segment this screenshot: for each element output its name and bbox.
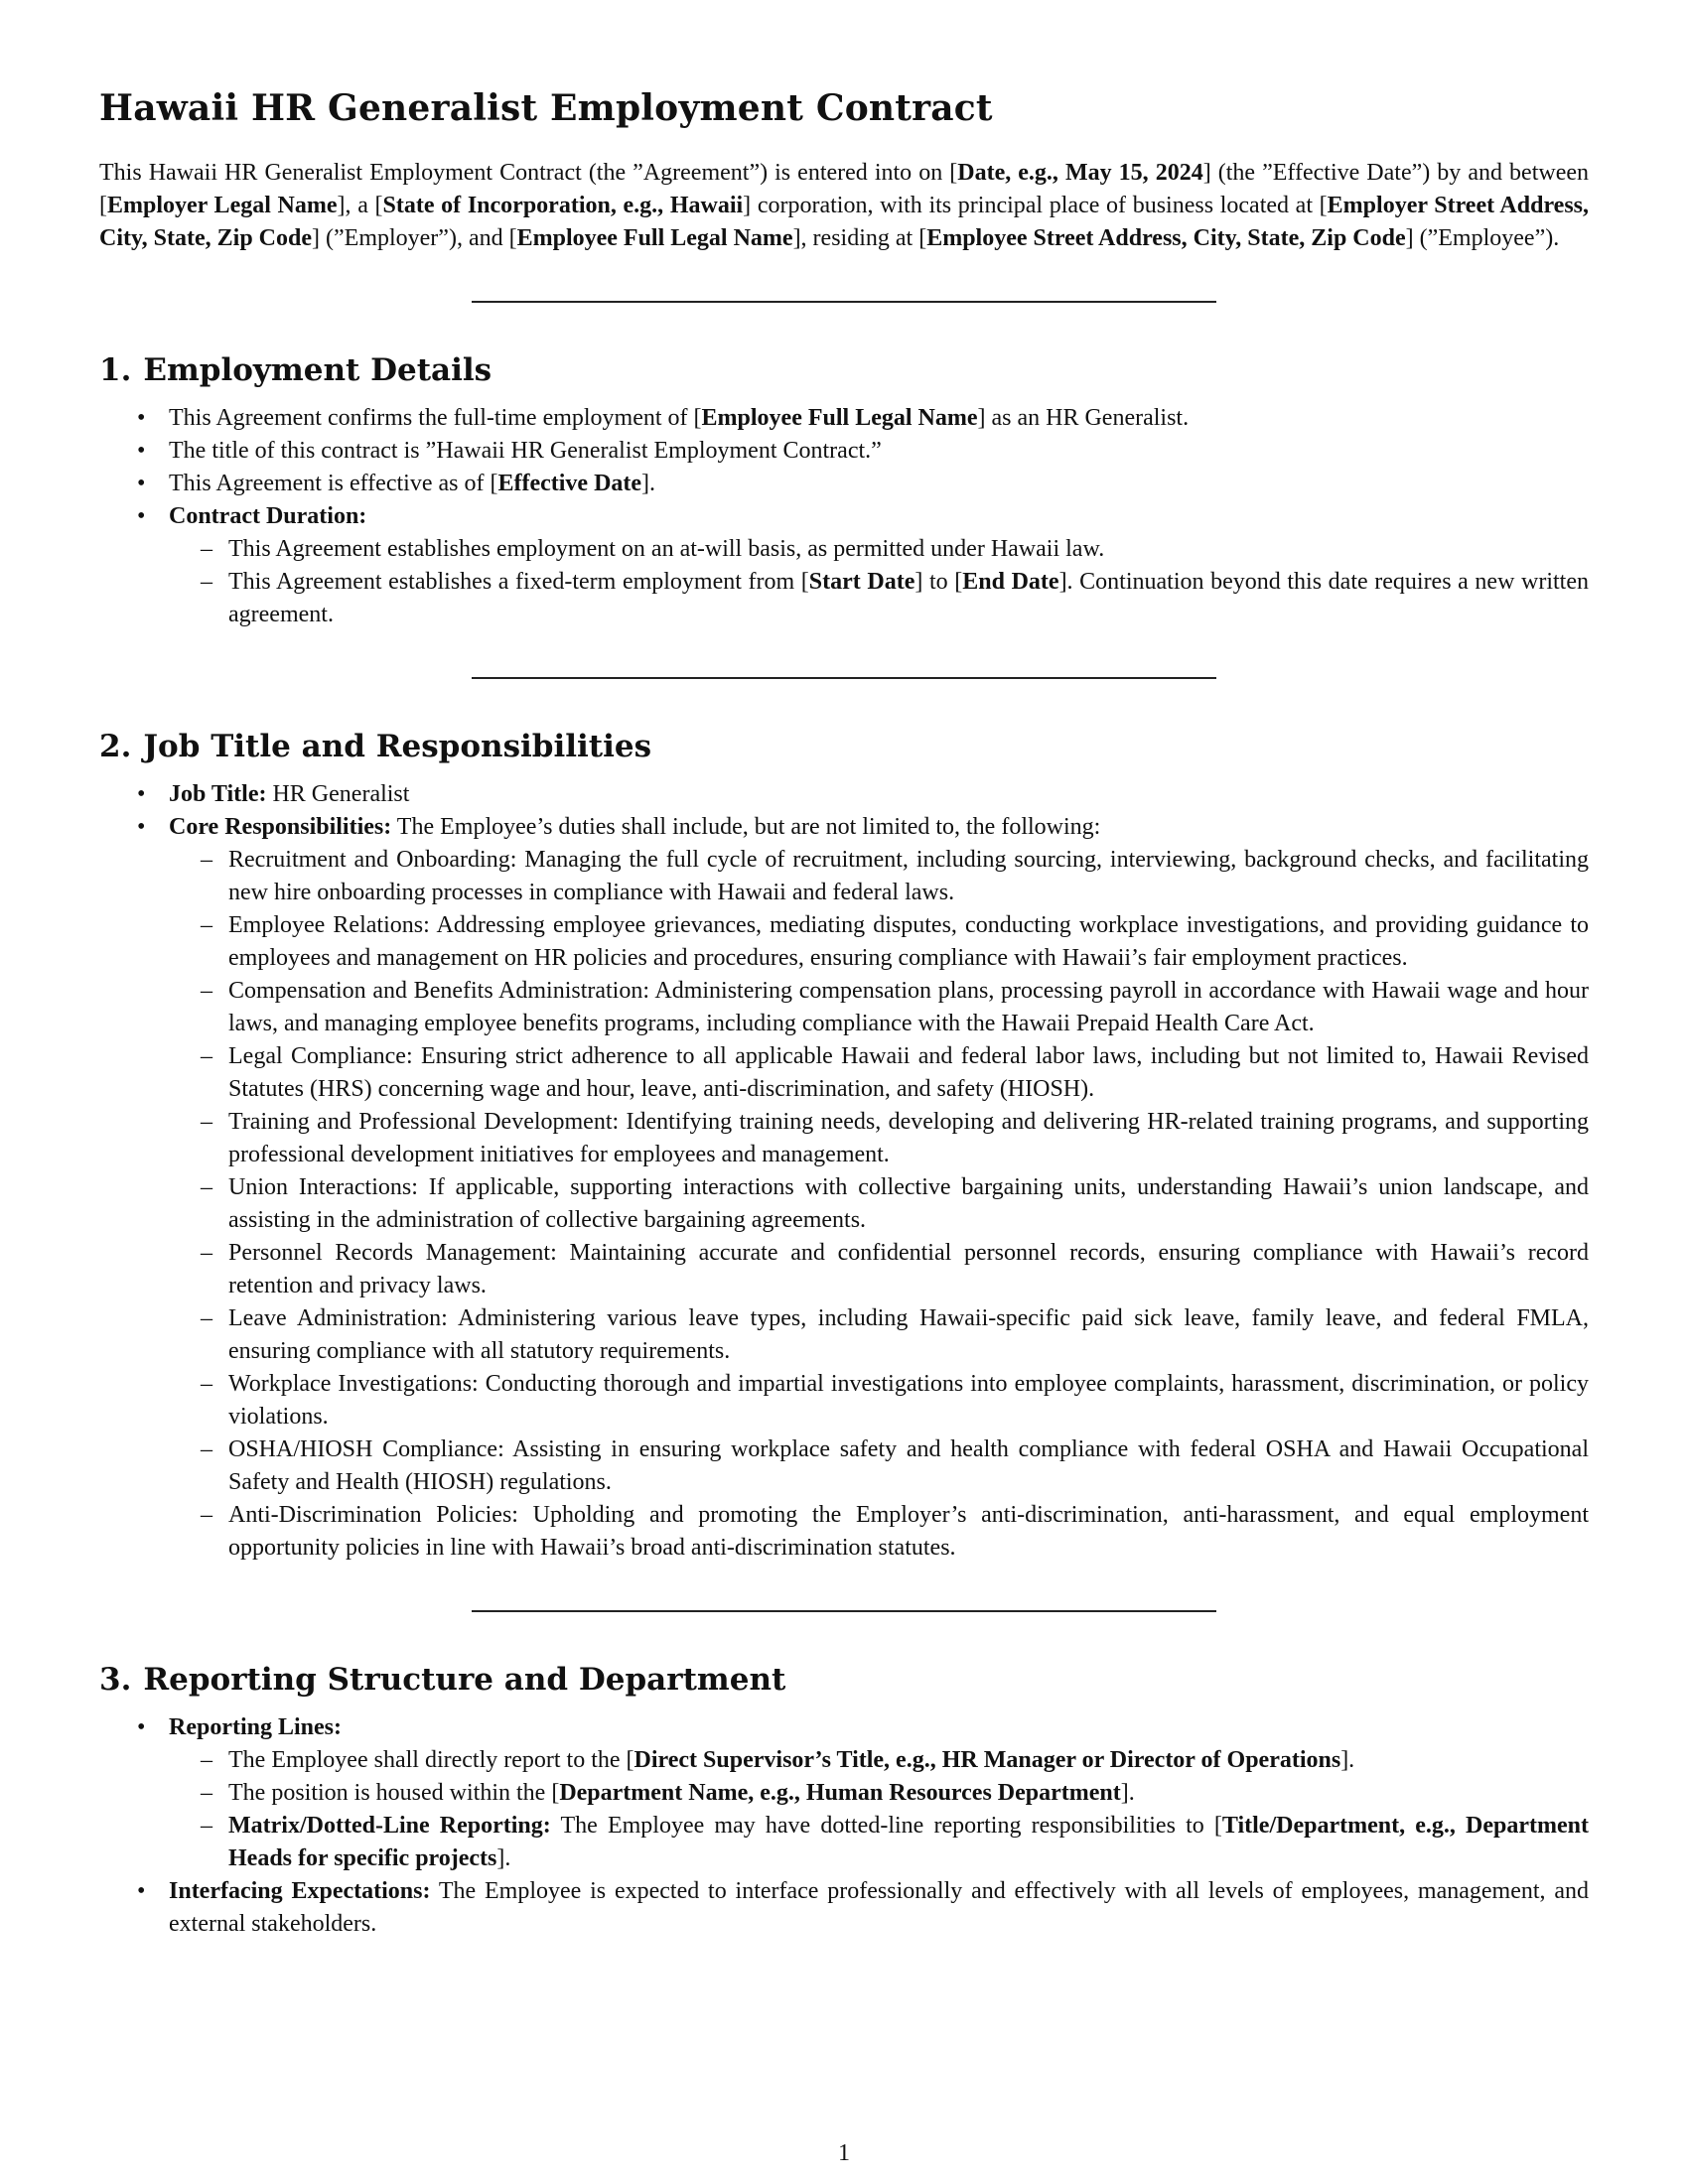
list-item bbox=[99, 778, 1589, 811]
section-heading-reporting-structure bbox=[99, 1662, 1589, 1698]
list-item bbox=[99, 1875, 1589, 1941]
section-heading-job-title bbox=[99, 729, 1589, 764]
text: ]. bbox=[1120, 1780, 1135, 1806]
section-number: 1. bbox=[99, 352, 132, 388]
core-responsibilities-label: Core Responsibilities: bbox=[169, 814, 392, 840]
list-item bbox=[169, 1777, 1589, 1810]
employer-address-placeholder: Employer Street Address, City, State, Zip Code bbox=[99, 193, 1590, 251]
employee-name-placeholder: Employee Full Legal Name bbox=[701, 405, 978, 431]
section-number: 2. bbox=[99, 729, 132, 764]
text: ]. Continuation beyond this date requires a new written agreement. bbox=[228, 569, 1590, 627]
document-page bbox=[99, 87, 1589, 1941]
date-placeholder: Date, e.g., May 15, 2024 bbox=[957, 160, 1203, 186]
section-title: Employment Details bbox=[143, 352, 492, 388]
text: The Employee shall directly report to the [ bbox=[228, 1747, 634, 1773]
responsibility-item: – Leave Administration: Administering various leave types, including Hawaii-specific paid sick leave, family leave, and federal FMLA, ensuring compliance with all statutory requirements. bbox=[169, 1302, 1589, 1368]
intro-text: This Hawaii HR Generalist Employment Contract (the ”Agreement”) is entered into on [ bbox=[99, 160, 958, 186]
title-department-placeholder: Title/Department, e.g., Department Heads for specific projects bbox=[228, 1813, 1589, 1871]
text: This Agreement establishes a fixed-term employment from [ bbox=[228, 569, 809, 595]
responsibility-item: – Workplace Investigations: Conducting thorough and impartial investigations into employee complaints, harassment, discrimination, or policy violations. bbox=[169, 1368, 1589, 1433]
section-heading-employment-details bbox=[99, 352, 1589, 388]
section-title: Job Title and Responsibilities bbox=[143, 729, 652, 764]
section-title: Reporting Structure and Department bbox=[143, 1662, 786, 1698]
reporting-lines-label: Reporting Lines: bbox=[169, 1714, 342, 1740]
text: This Agreement is effective as of [ bbox=[169, 471, 498, 496]
responsibility-item: – Training and Professional Development: Identifying training needs, developing and delivering HR-related training programs, and supporting professional development initiatives for employees and management. bbox=[169, 1106, 1589, 1171]
list-item bbox=[99, 811, 1589, 1565]
effective-date-placeholder: Effective Date bbox=[497, 471, 642, 496]
text: The Employee’s duties shall include, but are not limited to, the following: bbox=[391, 814, 1101, 840]
section-divider bbox=[472, 677, 1216, 679]
responsibility-item: – OSHA/HIOSH Compliance: Assisting in ensuring workplace safety and health compliance with federal OSHA and Hawaii Occupational Safety and Health (HIOSH) regulations. bbox=[169, 1433, 1589, 1499]
contract-duration-label: Contract Duration: bbox=[169, 503, 367, 529]
matrix-reporting-label: Matrix/Dotted-Line Reporting: bbox=[228, 1813, 551, 1839]
section-divider bbox=[472, 301, 1216, 303]
reporting-lines-sublist bbox=[169, 1744, 1589, 1875]
intro-text: ] corporation, with its principal place of business located at [ bbox=[743, 193, 1328, 218]
responsibilities-sublist bbox=[169, 844, 1589, 1565]
responsibility-item: – Anti-Discrimination Policies: Upholding and promoting the Employer’s anti-discrimination, anti-harassment, and equal employment opportunity policies in line with Hawaii’s broad anti-discrimination statutes. bbox=[169, 1499, 1589, 1565]
employer-name-placeholder: Employer Legal Name bbox=[107, 193, 338, 218]
responsibility-item: – Compensation and Benefits Administration: Administering compensation plans, processing payroll in accordance with Hawaii wage and hour laws, and managing employee benefits programs, including compliance with the Hawaii Prepaid Health Care Act. bbox=[169, 975, 1589, 1040]
responsibility-item: – Employee Relations: Addressing employee grievances, mediating disputes, conducting workplace investigations, and providing guidance to employees and management on HR policies and procedures, ensuring compliance with Hawaii’s fair employment practices. bbox=[169, 909, 1589, 975]
intro-text: ] (”Employee”). bbox=[1405, 225, 1560, 251]
responsibility-item: – Personnel Records Management: Maintaining accurate and confidential personnel records, ensuring compliance with Hawaii’s record retention and privacy laws. bbox=[169, 1237, 1589, 1302]
end-date-placeholder: End Date bbox=[962, 569, 1059, 595]
list-item bbox=[169, 566, 1589, 631]
employment-details-list bbox=[99, 402, 1589, 631]
list-item bbox=[169, 1810, 1589, 1875]
list-item: • The title of this contract is ”Hawaii HR Generalist Employment Contract.” bbox=[99, 435, 1589, 468]
list-item bbox=[99, 500, 1589, 631]
intro-text: ], a [ bbox=[337, 193, 383, 218]
responsibility-item: – Union Interactions: If applicable, supporting interactions with collective bargaining units, understanding Hawaii’s union landscape, and assisting in the administration of collective bargaining agreements. bbox=[169, 1171, 1589, 1237]
text: The position is housed within the [ bbox=[228, 1780, 560, 1806]
section-divider bbox=[472, 1610, 1216, 1612]
state-placeholder: State of Incorporation, e.g., Hawaii bbox=[382, 193, 744, 218]
text: ] to [ bbox=[914, 569, 963, 595]
reporting-structure-list bbox=[99, 1711, 1589, 1941]
department-name-placeholder: Department Name, e.g., Human Resources Department bbox=[559, 1780, 1121, 1806]
responsibility-item: – Recruitment and Onboarding: Managing the full cycle of recruitment, including sourcing, interviewing, background checks, and facilitating new hire onboarding processes in compliance with Hawaii and federal laws. bbox=[169, 844, 1589, 909]
list-item bbox=[169, 1744, 1589, 1777]
text: ] as an HR Generalist. bbox=[977, 405, 1190, 431]
job-title-value: HR Generalist bbox=[266, 781, 410, 807]
intro-text: ] (the ”Effective Date”) by and between [ bbox=[99, 160, 1589, 218]
text: ]. bbox=[1340, 1747, 1355, 1773]
intro-text: ], residing at [ bbox=[792, 225, 927, 251]
text: The Employee may have dotted-line reporting responsibilities to [ bbox=[550, 1813, 1222, 1839]
text: ]. bbox=[496, 1845, 511, 1871]
list-item bbox=[99, 468, 1589, 500]
list-item: – This Agreement establishes employment on an at-will basis, as permitted under Hawaii law. bbox=[169, 533, 1589, 566]
page-number: 1 bbox=[838, 2140, 850, 2166]
supervisor-title-placeholder: Direct Supervisor’s Title, e.g., HR Manager or Director of Operations bbox=[633, 1747, 1341, 1773]
interfacing-expectations-label: Interfacing Expectations: bbox=[169, 1878, 431, 1904]
intro-text: ] (”Employer”), and [ bbox=[312, 225, 517, 251]
text: The Employee is expected to interface professionally and effectively with all levels of employees, management, and external stakeholders. bbox=[169, 1878, 1589, 1937]
intro-paragraph bbox=[99, 157, 1589, 255]
responsibility-item: – Legal Compliance: Ensuring strict adherence to all applicable Hawaii and federal labor laws, including but not limited to, Hawaii Revised Statutes (HRS) concerning wage and hour, leave, anti-discrimination, and safety (HIOSH). bbox=[169, 1040, 1589, 1106]
list-item bbox=[99, 1711, 1589, 1875]
contract-duration-list bbox=[169, 533, 1589, 631]
job-title-label: Job Title: bbox=[169, 781, 267, 807]
employee-name-placeholder: Employee Full Legal Name bbox=[516, 225, 793, 251]
start-date-placeholder: Start Date bbox=[808, 569, 915, 595]
list-item bbox=[99, 402, 1589, 435]
employee-address-placeholder: Employee Street Address, City, State, Zip Code bbox=[926, 225, 1406, 251]
section-number: 3. bbox=[99, 1662, 132, 1698]
document-title: Hawaii HR Generalist Employment Contract bbox=[99, 87, 993, 129]
job-responsibilities-list bbox=[99, 778, 1589, 1565]
text: This Agreement confirms the full-time employment of [ bbox=[169, 405, 702, 431]
text: ]. bbox=[641, 471, 656, 496]
